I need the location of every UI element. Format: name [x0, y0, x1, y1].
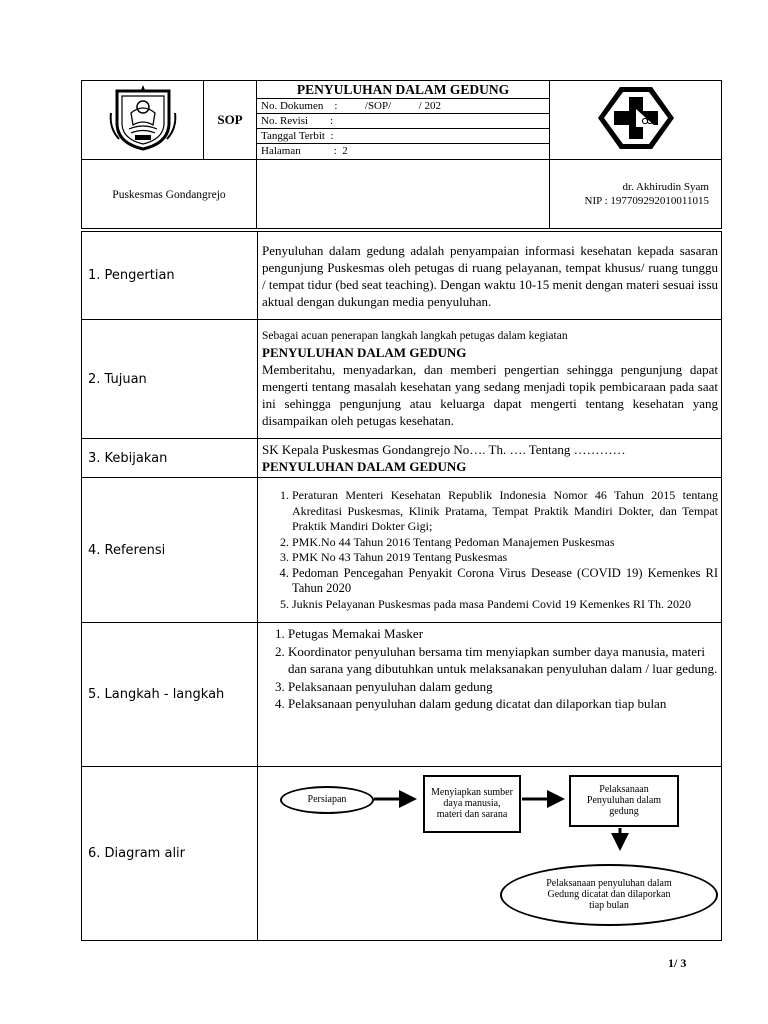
flow-node-pencatatan: Pelaksanaan penyuluhan dalam Gedung dicatat dan dilaporkan tiap bulan: [500, 864, 718, 926]
row-tujuan: [82, 320, 722, 439]
meta-doc-number: No. Dokumen : /SOP/ / 202: [257, 99, 549, 114]
sop-header-table: [81, 80, 722, 229]
flow-node-pelaksanaan: Pelaksanaan Penyuluhan dalam gedung: [569, 775, 679, 827]
kebijakan-line: SK Kepala Puskesmas Gondangrejo No…. Th. …. Tentang …………: [262, 442, 626, 457]
tujuan-content: [258, 320, 722, 439]
label-diagram: 6. Diagram alir: [82, 767, 258, 941]
kebijakan-content: [258, 439, 722, 478]
row-referensi: [82, 478, 722, 623]
signer-name: dr. Akhirudin Syam: [622, 181, 709, 193]
puskesmas-logo-icon: [596, 85, 676, 151]
regency-logo-cell: [82, 81, 204, 160]
signer-cell: [550, 160, 722, 229]
regency-seal-icon: [107, 83, 179, 153]
flow-node-menyiapkan: Menyiapkan sumber daya manusia, materi dan sarana: [423, 775, 521, 833]
tujuan-heading: PENYULUHAN DALAM GEDUNG: [262, 345, 467, 360]
meta-issue-date: Tanggal Terbit :: [257, 129, 549, 144]
referensi-item: 3. PMK No 43 Tahun 2019 Tentang Puskesmas: [292, 550, 718, 566]
referensi-content: [258, 478, 722, 623]
row-kebijakan: [82, 439, 722, 478]
sop-label: SOP: [217, 112, 243, 127]
referensi-item: 2. PMK.No 44 Tahun 2016 Tentang Pedoman Manajemen Puskesmas: [292, 535, 718, 551]
row-diagram: [82, 767, 722, 941]
org-name: Puskesmas Gondangrejo: [112, 189, 226, 201]
signer-nip: NIP : 197709292010011015: [584, 195, 709, 207]
text-pengertian: Penyuluhan dalam gedung adalah penyampaian informasi kesehatan kepada sasaran pengunjung Puskesmas oleh petugas di ruang pelayanan, tempat khusus/ ruang tunggu / tempat tidur (bed seat teaching). Dengan waktu 10-15 menit dengan materi sesuai issu aktual dengan dukungan media penyuluhan.: [258, 232, 722, 320]
label-pengertian: 1. Pengertian: [82, 232, 258, 320]
flow-diagram: [258, 768, 720, 940]
kebijakan-heading: PENYULUHAN DALAM GEDUNG: [262, 459, 467, 474]
doc-meta-cell: [257, 81, 550, 160]
referensi-item: 4. Pedoman Pencegahan Penyakit Corona Virus Desease (COVID 19) Kemenkes RI Tahun 2020: [292, 566, 718, 597]
label-tujuan: 2. Tujuan: [82, 320, 258, 439]
langkah-item: 4. Pelaksanaan penyuluhan dalam gedung dicatat dan dilaporkan tiap bulan: [288, 695, 718, 713]
referensi-list: [262, 488, 718, 612]
org-cell: [82, 160, 257, 229]
meta-revision: No. Revisi :: [257, 114, 549, 129]
diagram-cell: [258, 767, 722, 941]
page-number: 1/ 3: [668, 956, 687, 970]
health-logo-cell: [550, 81, 722, 160]
referensi-item: 5. Juknis Pelayanan Puskesmas pada masa Pandemi Covid 19 Kemenkes RI Th. 2020: [292, 597, 718, 613]
referensi-item: 1. Peraturan Menteri Kesehatan Republik Indonesia Nomor 46 Tahun 2015 tentang Akreditasi Puskesmas, Klinik Pratama, Tempat Praktik Mandiri Dokter, dan Tempat Praktik Mandiri Dokter Gigi;: [292, 488, 718, 535]
sop-label-cell: [204, 81, 257, 160]
tujuan-intro: Sebagai acuan penerapan langkah langkah petugas dalam kegiatan: [262, 330, 568, 342]
flow-node-persiapan: Persiapan: [280, 786, 374, 814]
tujuan-text: Memberitahu, menyadarkan, dan memberi pengertian sehingga pengunjung dapat mengerti tentang masalah kesehatan yang sedang menjadi topik pembicaraan pada saat ini sehingga pengunjung atau keluarga dapat mengerti tentang kesehatan yang disampaikan oleh petugas kesehatan.: [262, 362, 718, 428]
label-kebijakan: 3. Kebijakan: [82, 439, 258, 478]
langkah-item: 1. Petugas Memakai Masker: [288, 625, 718, 643]
doc-title: PENYULUHAN DALAM GEDUNG: [257, 81, 549, 99]
meta-page: Halaman : 2: [261, 145, 348, 157]
label-referensi: 4. Referensi: [82, 478, 258, 623]
row-pengertian: [82, 232, 722, 320]
langkah-content: [258, 623, 722, 767]
langkah-list: [262, 625, 718, 713]
langkah-item: 3. Pelaksanaan penyuluhan dalam gedung: [288, 678, 718, 696]
row-langkah: [82, 623, 722, 767]
empty-cell: [257, 160, 550, 229]
label-langkah: 5. Langkah - langkah: [82, 623, 258, 767]
sop-content-table: [81, 231, 722, 941]
langkah-item: 2. Koordinator penyuluhan bersama tim menyiapkan sumber daya manusia, materi dan sarana yang dibutuhkan untuk melaksanakan penyuluhan dalam / luar gedung.: [288, 643, 718, 678]
